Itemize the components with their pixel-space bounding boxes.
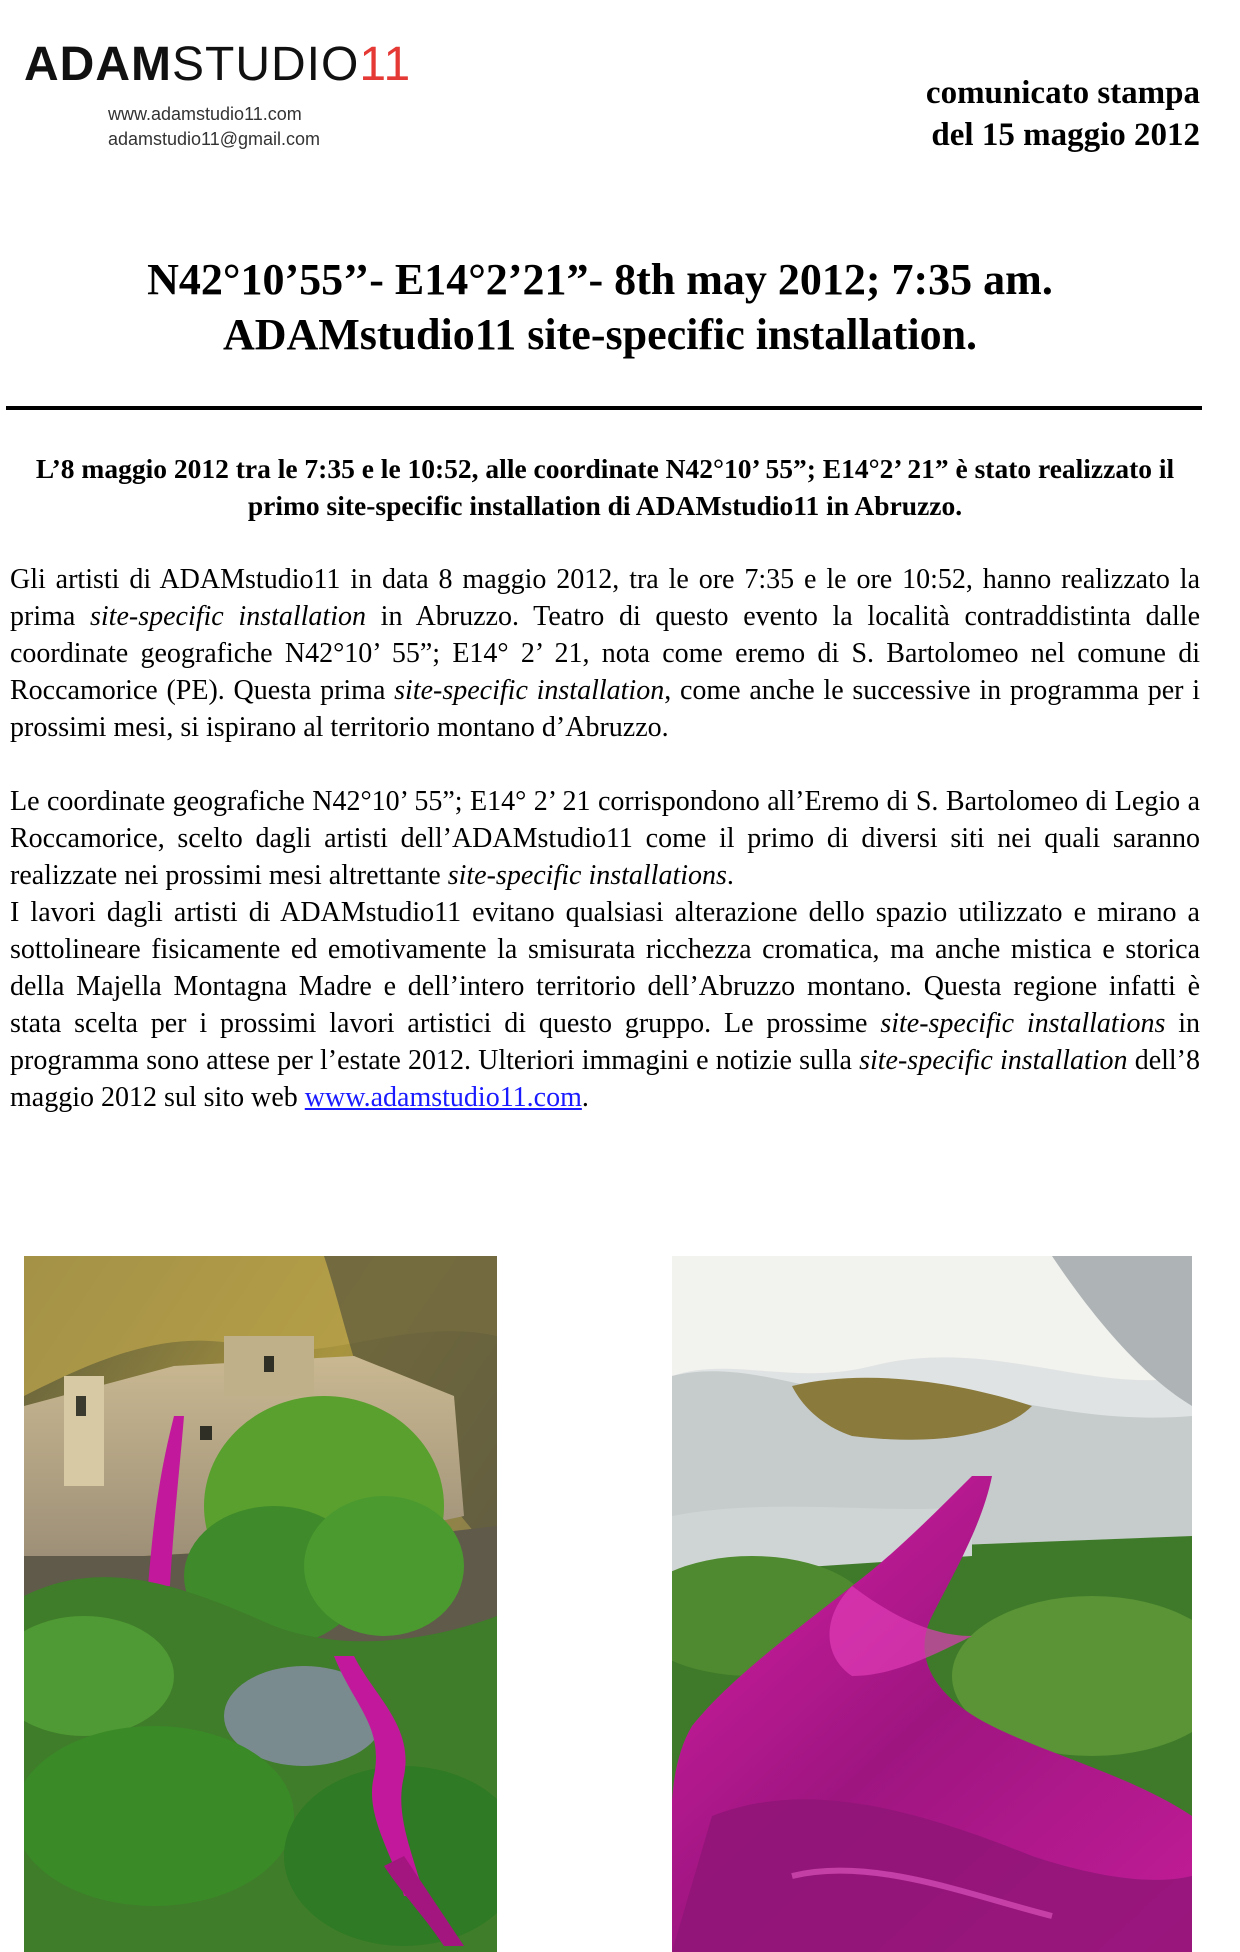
- press-release-label: [780, 72, 1200, 156]
- title-line-2: ADAMstudio11 site-specific installation.: [222, 310, 978, 359]
- text-run: dell’8 maggio 2012 sul sito web: [10, 1045, 1200, 1113]
- italic-term: site-specific installation: [90, 601, 366, 632]
- text-run: .: [581, 1082, 589, 1113]
- logo-part-adam: ADAM: [24, 38, 172, 91]
- italic-term: site-specific installation: [394, 675, 665, 706]
- paragraph-1: [10, 561, 1200, 746]
- italic-term: site-specific installations: [447, 860, 727, 891]
- fabric-illustration: [672, 1256, 1192, 1952]
- text-run: .: [726, 860, 734, 891]
- italic-term: site-specific installation: [859, 1045, 1128, 1076]
- press-release-date: del 15 maggio 2012: [931, 117, 1200, 153]
- text-run: Gli artisti di ADAMstudio11 in data 8 maggio 2012, tra le ore 7:35 e le ore 10:52, hanno realizzato la prima: [10, 564, 1200, 632]
- text-run: Le coordinate geografiche N42°10’ 55”; E14° 2’ 21 corrispondono all’Eremo di S. Bartolomeo di Legio a Roccamorice, scelto dagli artisti dell’ADAMstudio11 come il primo di diversi siti nei quali saranno realizzate nei prossimi mesi altrettante: [10, 786, 1200, 891]
- text-run: in programma sono attese per l’estate 2012. Ulteriori immagini e notizie sulla: [10, 1008, 1200, 1076]
- photo-hermitage-installation: [24, 1256, 497, 1952]
- contact-block: [108, 102, 444, 152]
- website-text: www.adamstudio11.com: [108, 104, 302, 124]
- email-text: adamstudio11@gmail.com: [108, 129, 321, 149]
- lead-paragraph: L’8 maggio 2012 tra le 7:35 e le 10:52, alle coordinate N42°10’ 55”; E14°2’ 21” è stato realizzato il primo site-specific installation di ADAMstudio11 in Abruzzo.: [35, 453, 1175, 521]
- paragraph-2: [10, 783, 1200, 894]
- title-line-1: N42°10’55’’- E14°2’21”- 8th may 2012; 7:35 am.: [147, 255, 1053, 304]
- press-release-type: comunicato stampa: [925, 75, 1200, 111]
- logo-part-number: 11: [359, 38, 412, 91]
- horizontal-divider: [6, 406, 1202, 410]
- text-run: I lavori dagli artisti di ADAMstudio11 evitano qualsiasi alterazione dello spazio utilizzato e mirano a sottolineare fisicamente ed emotivamente la smisurata ricchezza cromatica, ma anche mistica e storica della Majella Montagna Madre e dell’intero territorio dell’Abruzzo montano. Questa regione infatti è stata scelta per i prossimi lavori artistici di questo gruppo. Le prossime: [10, 897, 1200, 1039]
- paragraph-3: [10, 894, 1200, 1116]
- text-run: , come anche le successive in programma per i prossimi mesi, si ispirano al territorio montano d’Abruzzo.: [10, 675, 1200, 743]
- website-link[interactable]: www.adamstudio11.com: [304, 1082, 582, 1113]
- text-run: in Abruzzo. Teatro di questo evento la località contraddistinta dalle coordinate geografiche N42°10’ 55”; E14° 2’ 21, nota come eremo di S. Bartolomeo nel comune di Roccamorice (PE). Questa prima: [10, 601, 1200, 706]
- photo-fabric-installation: [672, 1256, 1192, 1952]
- document-title: [40, 252, 1160, 362]
- italic-term: site-specific installations: [880, 1008, 1166, 1039]
- logo: [24, 40, 444, 152]
- logo-wordmark: [24, 40, 444, 90]
- hermitage-illustration: [24, 1256, 497, 1952]
- body-text: [10, 561, 1200, 1116]
- logo-part-studio: STUDIO: [171, 38, 360, 91]
